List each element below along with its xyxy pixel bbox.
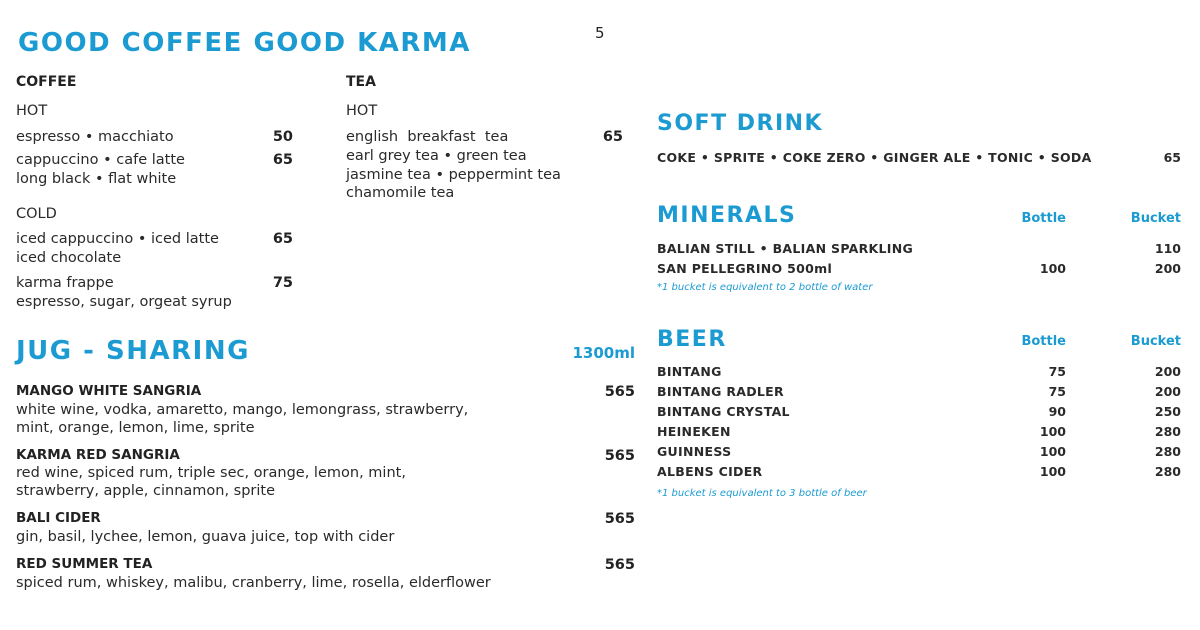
soft-drink-heading: SOFT DRINK [657, 111, 824, 136]
minerals-heading: MINERALS [657, 203, 797, 228]
tea-item: earl grey tea • green tea [346, 148, 527, 164]
beer-item-name: BINTANG CRYSTAL [657, 404, 790, 419]
beer-item-name: HEINEKEN [657, 424, 731, 439]
jug-item-name: MANGO WHITE SANGRIA [16, 383, 202, 399]
tea-heading: TEA [346, 74, 376, 90]
jug-item-desc: spiced rum, whiskey, malibu, cranberry, lime, rosella, elderflower [16, 575, 491, 591]
beer-item-bottle: 100 [1039, 464, 1066, 479]
soft-drink-list: COKE • SPRITE • COKE ZERO • GINGER ALE • TONIC • SODA [657, 150, 1092, 165]
jug-item-desc: white wine, vodka, amaretto, mango, lemongrass, strawberry, [16, 402, 469, 418]
jug-item-name: KARMA RED SANGRIA [16, 447, 180, 463]
tea-hot-label: HOT [346, 103, 378, 119]
jug-item-price: 565 [604, 448, 635, 464]
minerals-item-name: BALIAN STILL • BALIAN SPARKLING [657, 241, 914, 256]
jug-item-desc: gin, basil, lychee, lemon, guava juice, top with cider [16, 529, 395, 545]
minerals-bucket-header: Bucket [1130, 211, 1181, 226]
beer-heading: BEER [657, 327, 727, 352]
beer-item-bucket: 280 [1154, 444, 1181, 459]
beer-item-bucket: 280 [1154, 424, 1181, 439]
beer-item-bucket: 200 [1154, 384, 1181, 399]
menu-title: GOOD COFFEE GOOD KARMA [18, 28, 471, 58]
coffee-price: 65 [272, 152, 293, 168]
beer-item-bucket: 200 [1154, 364, 1181, 379]
beer-item-bottle: 100 [1039, 424, 1066, 439]
coffee-price: 50 [272, 129, 293, 145]
beer-item-name: GUINNESS [657, 444, 732, 459]
minerals-item-name: SAN PELLEGRINO 500ml [657, 261, 833, 276]
page-number: 5 [595, 24, 605, 42]
tea-item: jasmine tea • peppermint tea [346, 167, 561, 183]
jug-size: 1300ml [572, 344, 635, 362]
beer-item-bottle: 75 [1048, 364, 1066, 379]
jug-item-desc: strawberry, apple, cinnamon, sprite [16, 483, 276, 499]
beer-item-name: BINTANG [657, 364, 722, 379]
beer-item-bottle: 100 [1039, 444, 1066, 459]
beer-item-name: ALBENS CIDER [657, 464, 763, 479]
minerals-item-bottle: 100 [1039, 261, 1066, 276]
beer-item-name: BINTANG RADLER [657, 384, 784, 399]
minerals-item-bucket: 200 [1154, 261, 1181, 276]
jug-item-price: 565 [604, 557, 635, 573]
jug-item-price: 565 [604, 511, 635, 527]
coffee-item: iced cappuccino • iced latte [16, 231, 219, 247]
coffee-item: espresso • macchiato [16, 129, 174, 145]
jug-item-price: 565 [604, 384, 635, 400]
coffee-item: iced chocolate [16, 250, 122, 266]
jug-item-name: RED SUMMER TEA [16, 556, 153, 572]
coffee-heading: COFFEE [16, 74, 77, 90]
coffee-price: 75 [272, 275, 293, 291]
soft-drink-price: 65 [1163, 150, 1181, 165]
beer-item-bottle: 90 [1048, 404, 1066, 419]
beer-bottle-header: Bottle [1021, 334, 1066, 349]
tea-item: chamomile tea [346, 185, 455, 201]
minerals-note: *1 bucket is equivalent to 2 bottle of water [657, 282, 873, 293]
coffee-item: long black • flat white [16, 171, 177, 187]
coffee-hot-label: HOT [16, 103, 48, 119]
coffee-price: 65 [272, 231, 293, 247]
minerals-bottle-header: Bottle [1021, 211, 1066, 226]
beer-item-bucket: 280 [1154, 464, 1181, 479]
jug-heading: JUG - SHARING [16, 336, 250, 366]
coffee-item-desc: espresso, sugar, orgeat syrup [16, 294, 232, 310]
beer-bucket-header: Bucket [1130, 334, 1181, 349]
coffee-item: cappuccino • cafe latte [16, 152, 185, 168]
coffee-item: karma frappe [16, 275, 114, 291]
minerals-item-bucket: 110 [1154, 241, 1181, 256]
tea-price: 65 [602, 129, 623, 145]
tea-item: english breakfast tea [346, 129, 509, 145]
jug-item-desc: mint, orange, lemon, lime, sprite [16, 420, 255, 436]
jug-item-name: BALI CIDER [16, 510, 101, 526]
beer-item-bottle: 75 [1048, 384, 1066, 399]
jug-item-desc: red wine, spiced rum, triple sec, orange, lemon, mint, [16, 465, 406, 481]
beer-item-bucket: 250 [1154, 404, 1181, 419]
coffee-cold-label: COLD [16, 206, 57, 222]
beer-note: *1 bucket is equivalent to 3 bottle of beer [657, 488, 867, 499]
